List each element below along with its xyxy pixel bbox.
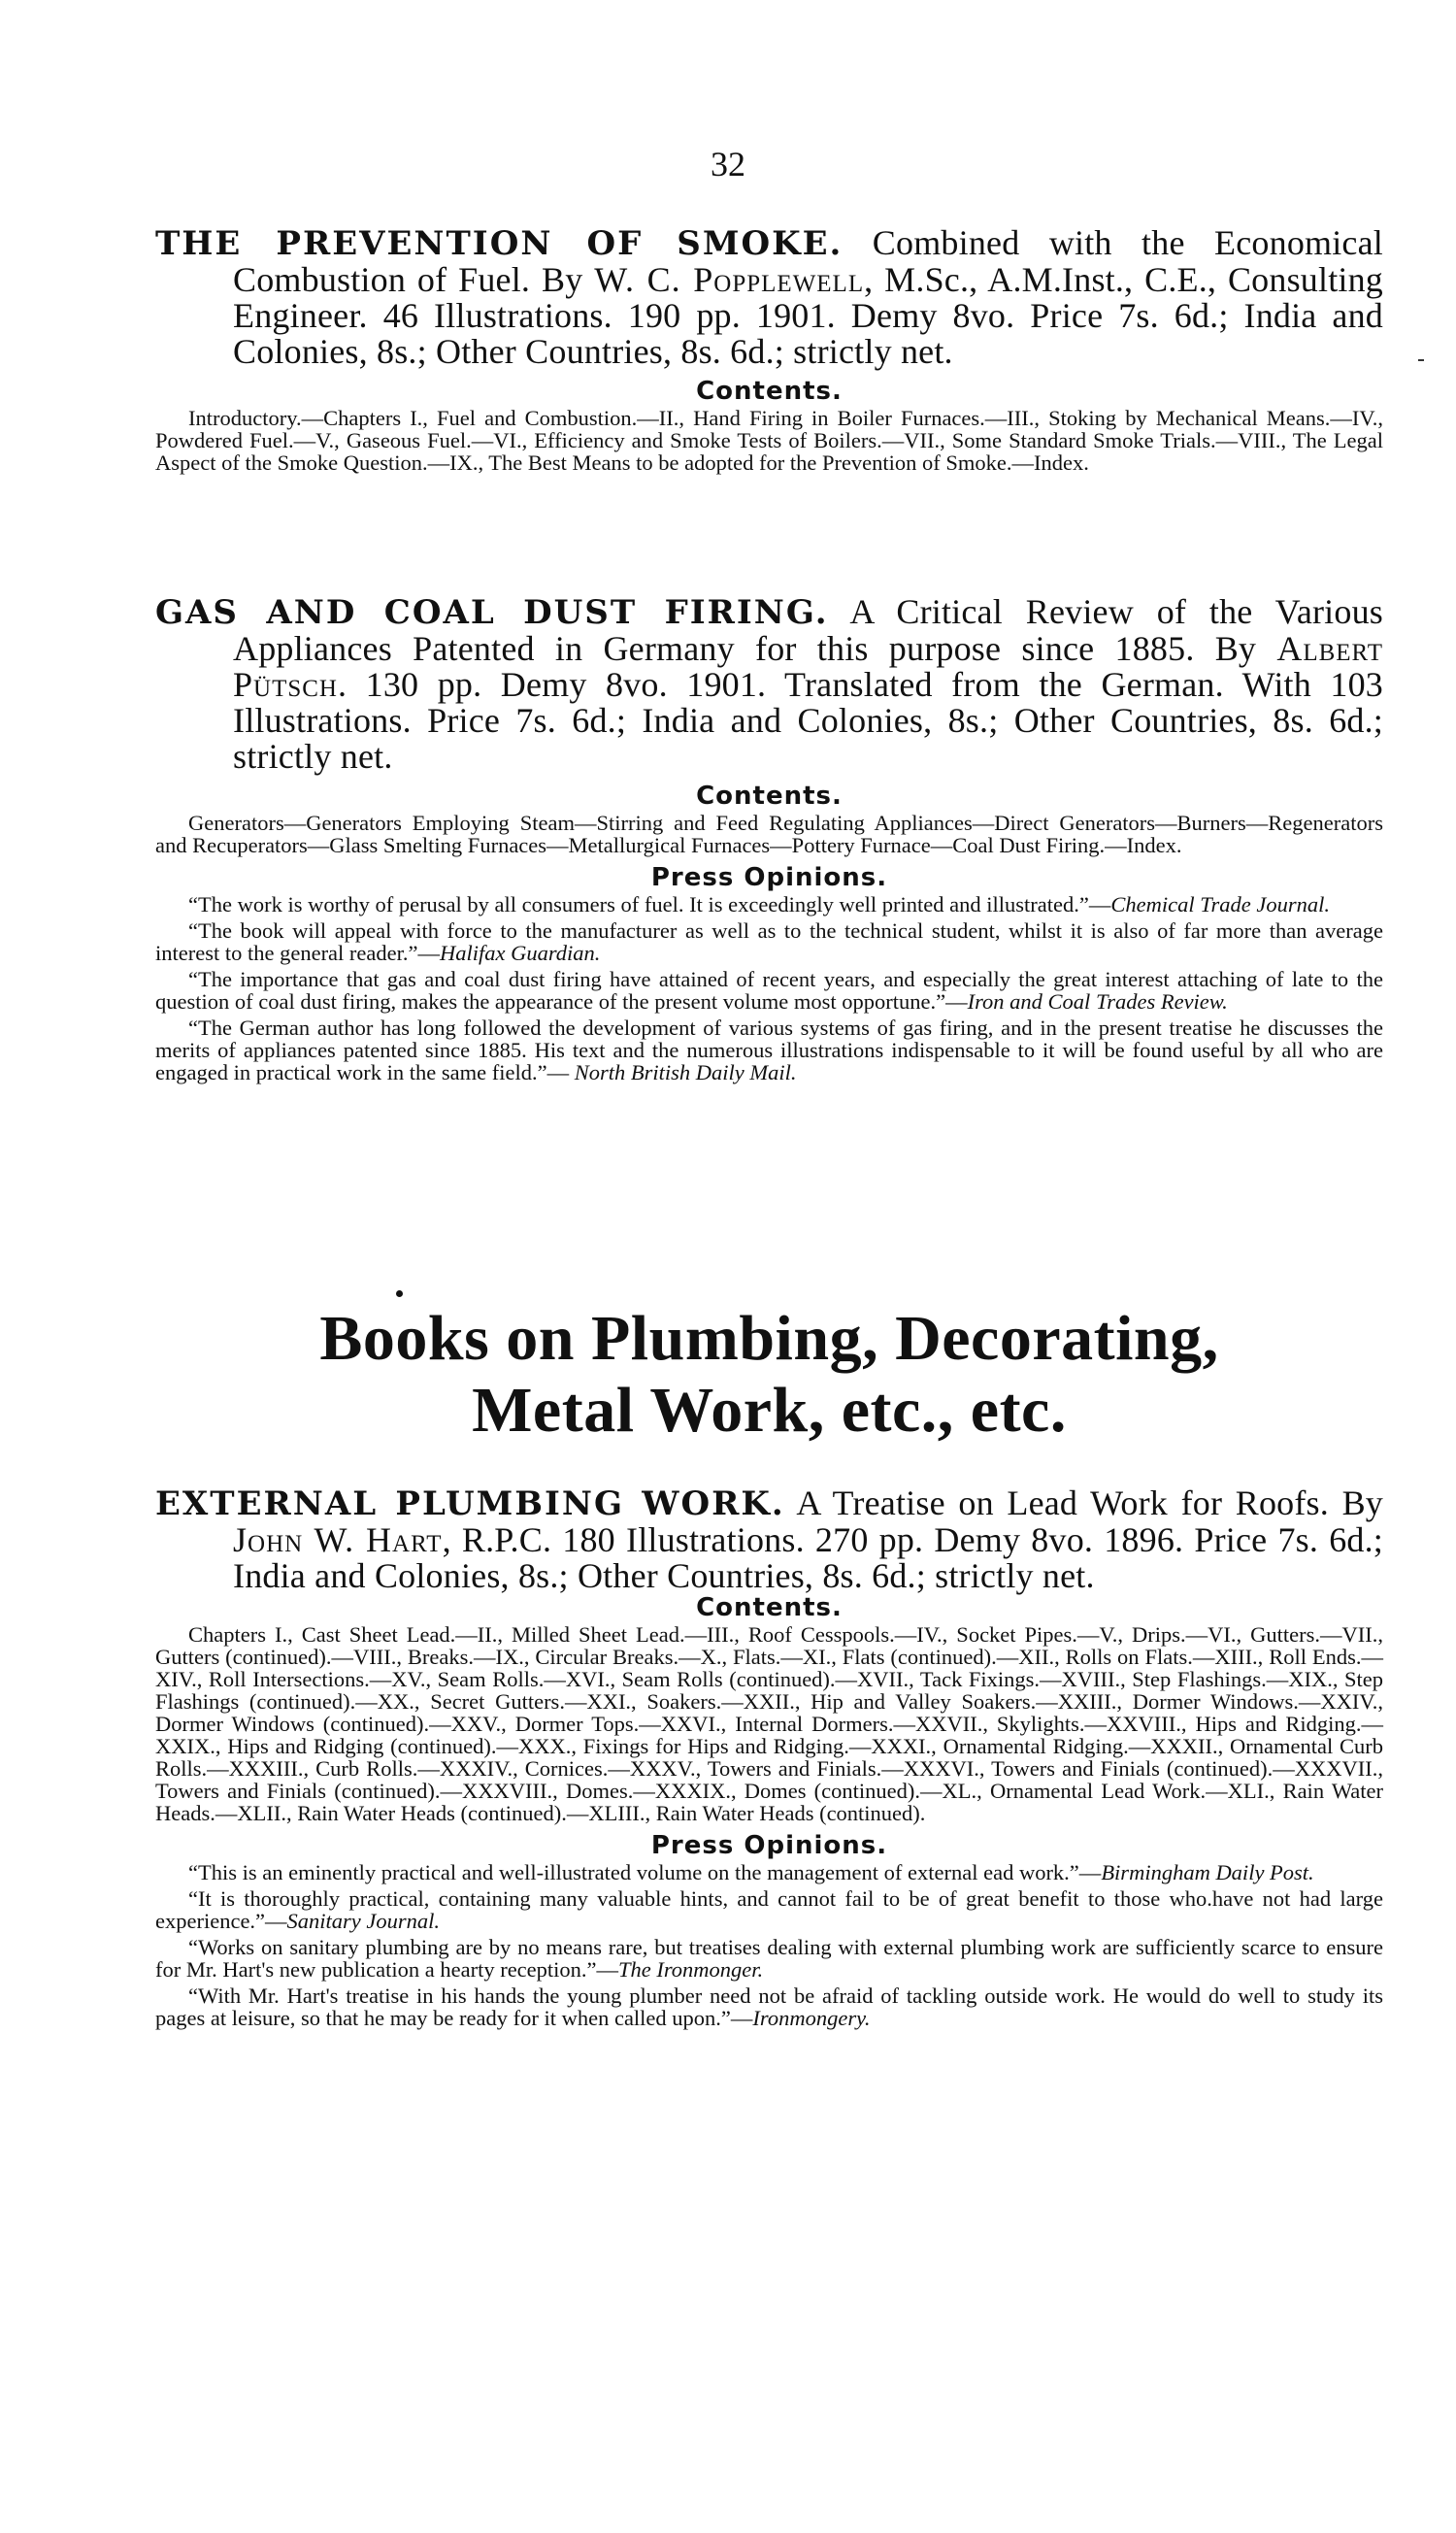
book-author: John W. Hart xyxy=(233,1520,443,1559)
opinion-quote: “The book will appeal with force to the manufacturer as well as to the technical student, whilst it is also of far more than average interest to the general reader.”— xyxy=(155,918,1383,965)
book-title: THE PREVENTION OF SMOKE. xyxy=(155,224,844,263)
press-opinions-list xyxy=(155,893,1383,1083)
book-details: , R.P.C. 180 Illustrations. 270 pp. Demy 8vo. 1896. Price 7s. 6d.; India and Colonies, 8s.; Other Countries, 8s. 6d.; strictly net. xyxy=(233,1520,1383,1595)
contents-text: Generators—Generators Employing Steam—Stirring and Feed Regulating Appliances—Direct Generators—Burners—Regenerators and Recuperators—Glass Smelting Furnaces—Metallurgical Furnaces—Pottery Furnace—Coal Dust Firing.—Index. xyxy=(155,811,1383,857)
book-details: , M.Sc., A.M.Inst., C.E., Consulting Engineer. 46 Illustrations. 190 pp. 1901. Demy 8vo. Price 7s. 6d.; India and Colonies, 8s.; Other Countries, 8s. 6d.; strictly net. xyxy=(233,260,1383,371)
opinion-source: Ironmongery. xyxy=(752,2006,871,2030)
opinion-source: Iron and Coal Trades Review. xyxy=(967,989,1228,1014)
press-opinions-label: Press Opinions. xyxy=(650,1831,888,1860)
press-opinion xyxy=(155,1984,1383,2029)
book-entry-gas-and-coal-dust-firing xyxy=(155,594,1383,1087)
contents-text: Introductory.—Chapters I., Fuel and Combustion.—II., Hand Firing in Boiler Furnaces.—III., Stoking by Mechanical Means.—IV., Powdered Fuel.—V., Gaseous Fuel.—VI., Efficiency and Smoke Tests of Boilers.—VII., Some Standard Smoke Trials.—VIII., The Legal Aspect of the Smoke Question.—IX., The Best Means to be adopted for the Prevention of Smoke.—Index. xyxy=(155,406,1383,475)
book-entry-prevention-of-smoke xyxy=(155,225,1383,474)
press-opinion xyxy=(155,1936,1383,1981)
entry-header xyxy=(155,594,1383,775)
contents-label: Contents. xyxy=(696,1593,843,1622)
press-opinions-list xyxy=(155,1861,1383,2029)
entry-header xyxy=(155,1485,1383,1594)
section-heading-line-2: Metal Work, etc., etc. xyxy=(472,1375,1067,1446)
margin-speck xyxy=(1418,359,1424,361)
ink-dot xyxy=(396,1290,403,1297)
press-opinion xyxy=(155,1861,1383,1883)
book-entry-external-plumbing-work xyxy=(155,1485,1383,2033)
book-subtitle: A Critical Review of the Various Appliances Patented in Germany for this purpose since 1885. By xyxy=(233,592,1383,668)
press-opinion xyxy=(155,1017,1383,1083)
opinion-source: Halifax Guardian. xyxy=(439,941,601,965)
opinion-quote: “Works on sanitary plumbing are by no means rare, but treatises dealing with external plumbing work are sufficiently scarce to ensure for Mr. Hart's new publication a hearty reception.”— xyxy=(155,1935,1383,1982)
book-details: . 130 pp. Demy 8vo. 1901. Translated from the German. With 103 Illustrations. Price 7s. 6d.; India and Colonies, 8s.; Other Countries, 8s. 6d.; strictly net. xyxy=(233,665,1383,776)
book-subtitle: A Treatise on Lead Work for Roofs. By xyxy=(784,1483,1383,1522)
opinion-quote: “This is an eminently practical and well-illustrated volume on the management of external ead work.”— xyxy=(188,1860,1102,1884)
contents-label: Contents. xyxy=(696,377,843,406)
book-author: W. C. Popplewell xyxy=(594,260,865,299)
press-opinion xyxy=(155,1887,1383,1932)
press-opinions-label: Press Opinions. xyxy=(650,863,888,892)
page-number: 32 xyxy=(711,145,745,183)
book-subtitle: Combined with the Economical Combustion of Fuel. By xyxy=(233,223,1383,299)
contents-label: Contents. xyxy=(696,782,843,811)
opinion-source: North British Daily Mail. xyxy=(574,1060,797,1084)
book-title: EXTERNAL PLUMBING WORK. xyxy=(155,1484,785,1523)
opinion-quote: “The German author has long followed the development of various systems of gas firing, and in the present treatise he discusses the merits of appliances patented since 1885. His text and the numerous illustrations indispensable to it will be found useful by all who are engaged in practical work in the same field.”— xyxy=(155,1016,1383,1084)
section-heading xyxy=(155,1303,1383,1447)
opinion-quote: “With Mr. Hart's treatise in his hands the young plumber need not be afraid of tackling outside work. He would do well to study its pages at leisure, so that he may be ready for it when called upon.”— xyxy=(155,1983,1383,2030)
book-title: GAS AND COAL DUST FIRING. xyxy=(155,593,829,632)
press-opinion xyxy=(155,919,1383,964)
opinion-source: Chemical Trade Journal. xyxy=(1110,892,1330,917)
entry-header xyxy=(155,225,1383,370)
opinion-source: Birmingham Daily Post. xyxy=(1101,1860,1314,1884)
press-opinion xyxy=(155,893,1383,916)
opinion-source: Sanitary Journal. xyxy=(286,1909,441,1933)
section-heading-line-1: Books on Plumbing, Decorating, xyxy=(319,1303,1219,1374)
press-opinion xyxy=(155,968,1383,1013)
opinion-quote: “It is thoroughly practical, containing many valuable hints, and cannot fail to be of great benefit to those who.have not had large experience.”— xyxy=(155,1886,1383,1933)
book-author: Albert Pütsch xyxy=(233,629,1383,704)
opinion-quote: “The importance that gas and coal dust firing have attained of recent years, and especially the great interest attaching of late to the question of coal dust firing, makes the appearance of the present volume most opportune.”— xyxy=(155,967,1383,1014)
opinion-quote: “The work is worthy of perusal by all consumers of fuel. It is exceedingly well printed and illustrated.”— xyxy=(188,892,1111,917)
contents-text: Chapters I., Cast Sheet Lead.—II., Milled Sheet Lead.—III., Roof Cesspools.—IV., Socket Pipes.—V., Drips.—VI., Gutters.—VII., Gutters (continued).—VIII., Breaks.—IX., Circular Breaks.—X., Flats.—XI., Flats (continued).—XII., Rolls on Flats.—XIII., Roll Ends.—XIV., Roll Intersections.—XV., Seam Rolls.—XVI., Seam Rolls (continued).—XVII., Tack Fixings.—XVIII., Step Flashings.—XIX., Step Flashings (continued).—XX., Secret Gutters.—XXI., Soakers.—XXII., Hip and Valley Soakers.—XXIII., Dormer Windows.—XXIV., Dormer Windows (continued).—XXV., Dormer Tops.—XXVI., Internal Dormers.—XXVII., Skylights.—XXVIII., Hips and Ridging.—XXIX., Hips and Ridging (continued).—XXX., Fixings for Hips and Ridging.—XXXI., Ornamental Ridging.—XXXII., Ornamental Curb Rolls.—XXXIII., Curb Rolls.—XXXIV., Cornices.—XXXV., Towers and Finials.—XXXVI., Towers and Finials (continued).—XXXVII., Towers and Finials (continued).—XXXVIII., Domes.—XXXIX., Domes (continued).—XL., Ornamental Lead Work.—XLI., Rain Water Heads.—XLII., Rain Water Heads (continued).—XLIII., Rain Water Heads (continued). xyxy=(155,1622,1383,1825)
opinion-source: The Ironmonger. xyxy=(618,1957,764,1982)
